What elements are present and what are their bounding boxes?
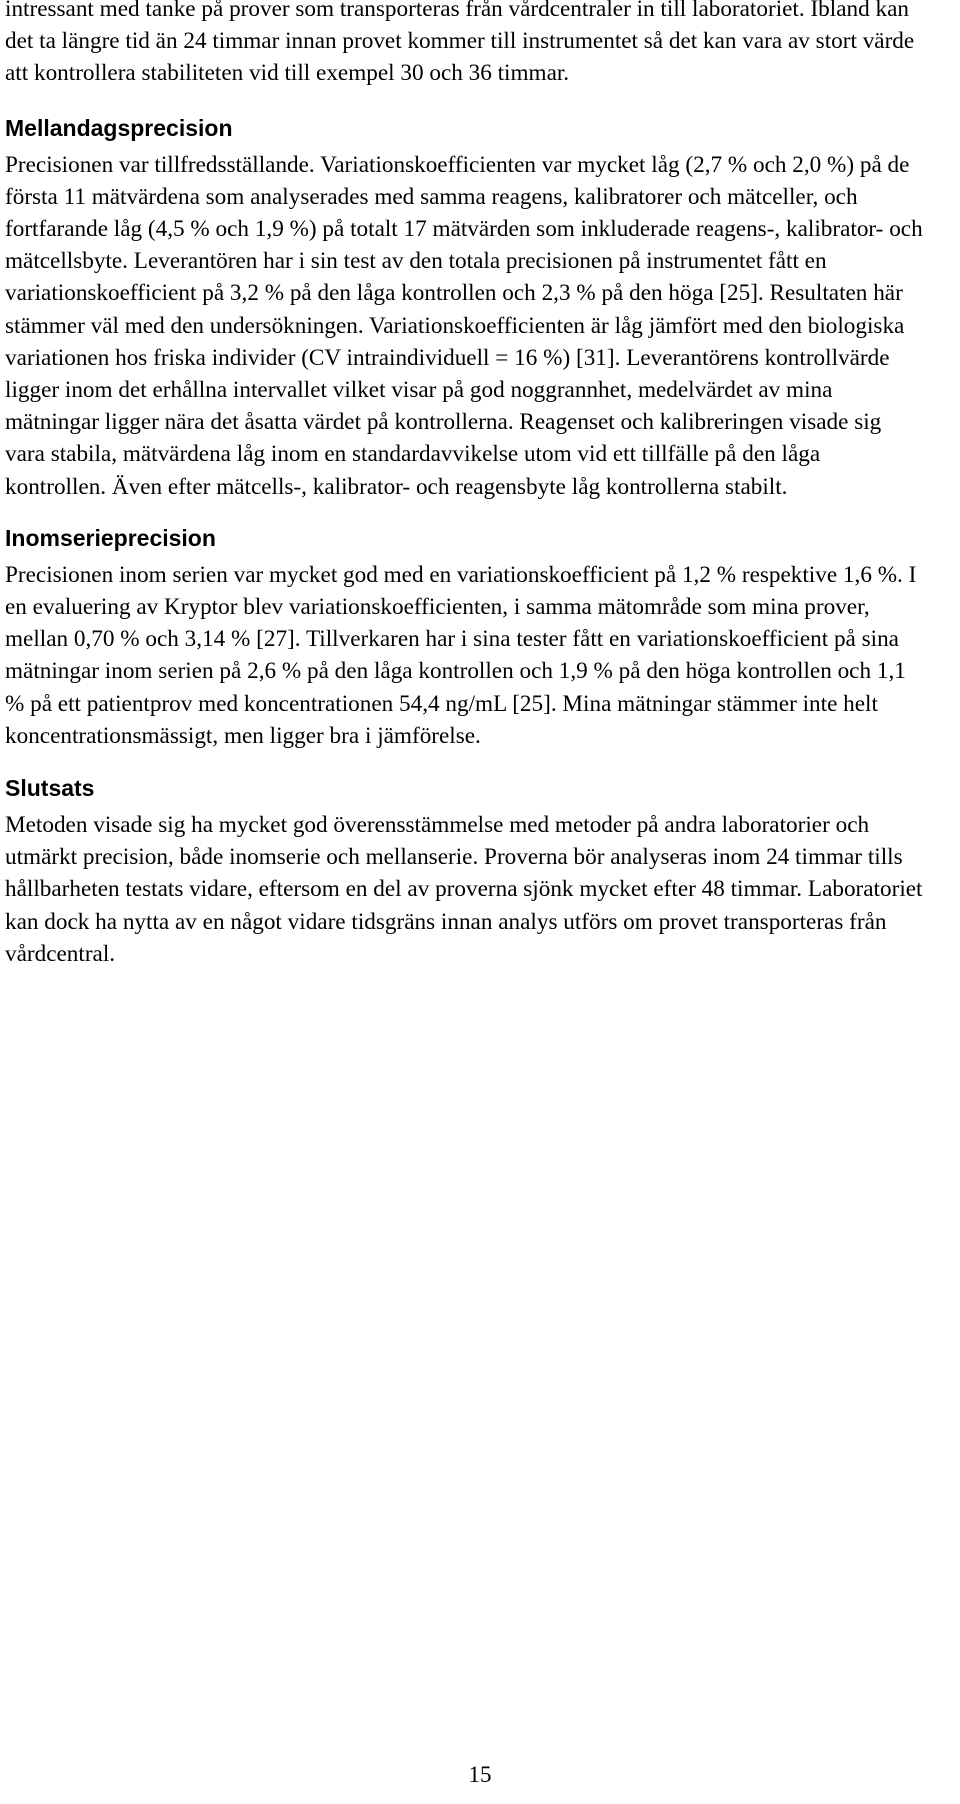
section-paragraph-inomserieprecision: Precisionen inom serien var mycket god med en variationskoefficient på 1,2 % respektive 1,6 %. I en evaluering av Kryptor blev variationskoefficienten, i samma mätområde som mina prover, mellan 0,70 % och 3,14 % [27]. Tillverkaren har i sina tester fått en variationskoefficient på sina mätningar inom serien på 2,6 % på den låga kontrollen och 1,9 % på den höga kontrollen och 1,1 % på ett patientprov med koncentrationen 54,4 ng/mL [25]. Mina mätningar stämmer inte helt koncentrationsmässigt, men ligger bra i jämförelse. [5,561,917,749]
section-paragraph-mellandagsprecision: Precisionen var tillfredsställande. Variationskoefficienten var mycket låg (2,7 % och 2,0 %) på de första 11 mätvärdena som analyserades med samma reagens, kalibratorer och mätceller, och fortfarande låg (4,5 % och 1,9 %) på totalt 17 mätvärden som inkluderade reagens-, kalibrator- och mätcellsbyte. Leverantören har i sin test av den totala precisionen på instrumentet fått en variationskoefficient på 3,2 % på den låga kontrollen och 2,3 % på den höga [25]. Resultaten här stämmer väl med den undersökningen. Variationskoefficienten är låg jämfört med den biologiska variationen hos friska individer (CV intraindividuell = 16 %) [31]. Leverantörens kontrollvärde ligger inom det erhållna intervallet vilket visar på god noggrannhet, medelvärdet av mina mätningar ligger nära det åsatta värdet på kontrollerna. Reagenset och kalibreringen visade sig vara stabila, mätvärdena låg inom en standardavvikelse utom vid ett tillfälle på den låga kontrollen. Även efter mätcells-, kalibrator- och reagensbyte låg kontrollerna stabilt. [5,151,923,500]
section-heading-inomserieprecision: Inomserieprecision [5,524,216,551]
page-number: 15 [468,1762,492,1787]
document-body [5,0,925,970]
section-heading-slutsats: Slutsats [5,775,95,802]
section-heading-mellandagsprecision: Mellandagsprecision [5,114,233,141]
intro-paragraph: intressant med tanke på prover som transporteras från vårdcentraler in till laboratoriet. Ibland kan det ta längre tid än 24 timmar innan provet kommer till instrumentet så det kan vara av stort värde att kontrollera stabiliteten vid till exempel 30 och 36 timmar. [5,0,915,87]
section-paragraph-slutsats: Metoden visade sig ha mycket god överensstämmelse med metoder på andra laboratorier och utmärkt precision, både inomserie och mellanserie. Proverna bör analyseras inom 24 timmar tills hållbarheten testats vidare, eftersom en del av proverna sjönk mycket efter 48 timmar. Laboratoriet kan dock ha nytta av en något vidare tidsgräns innan analys utförs om provet transporteras från vårdcentral. [5,812,923,967]
